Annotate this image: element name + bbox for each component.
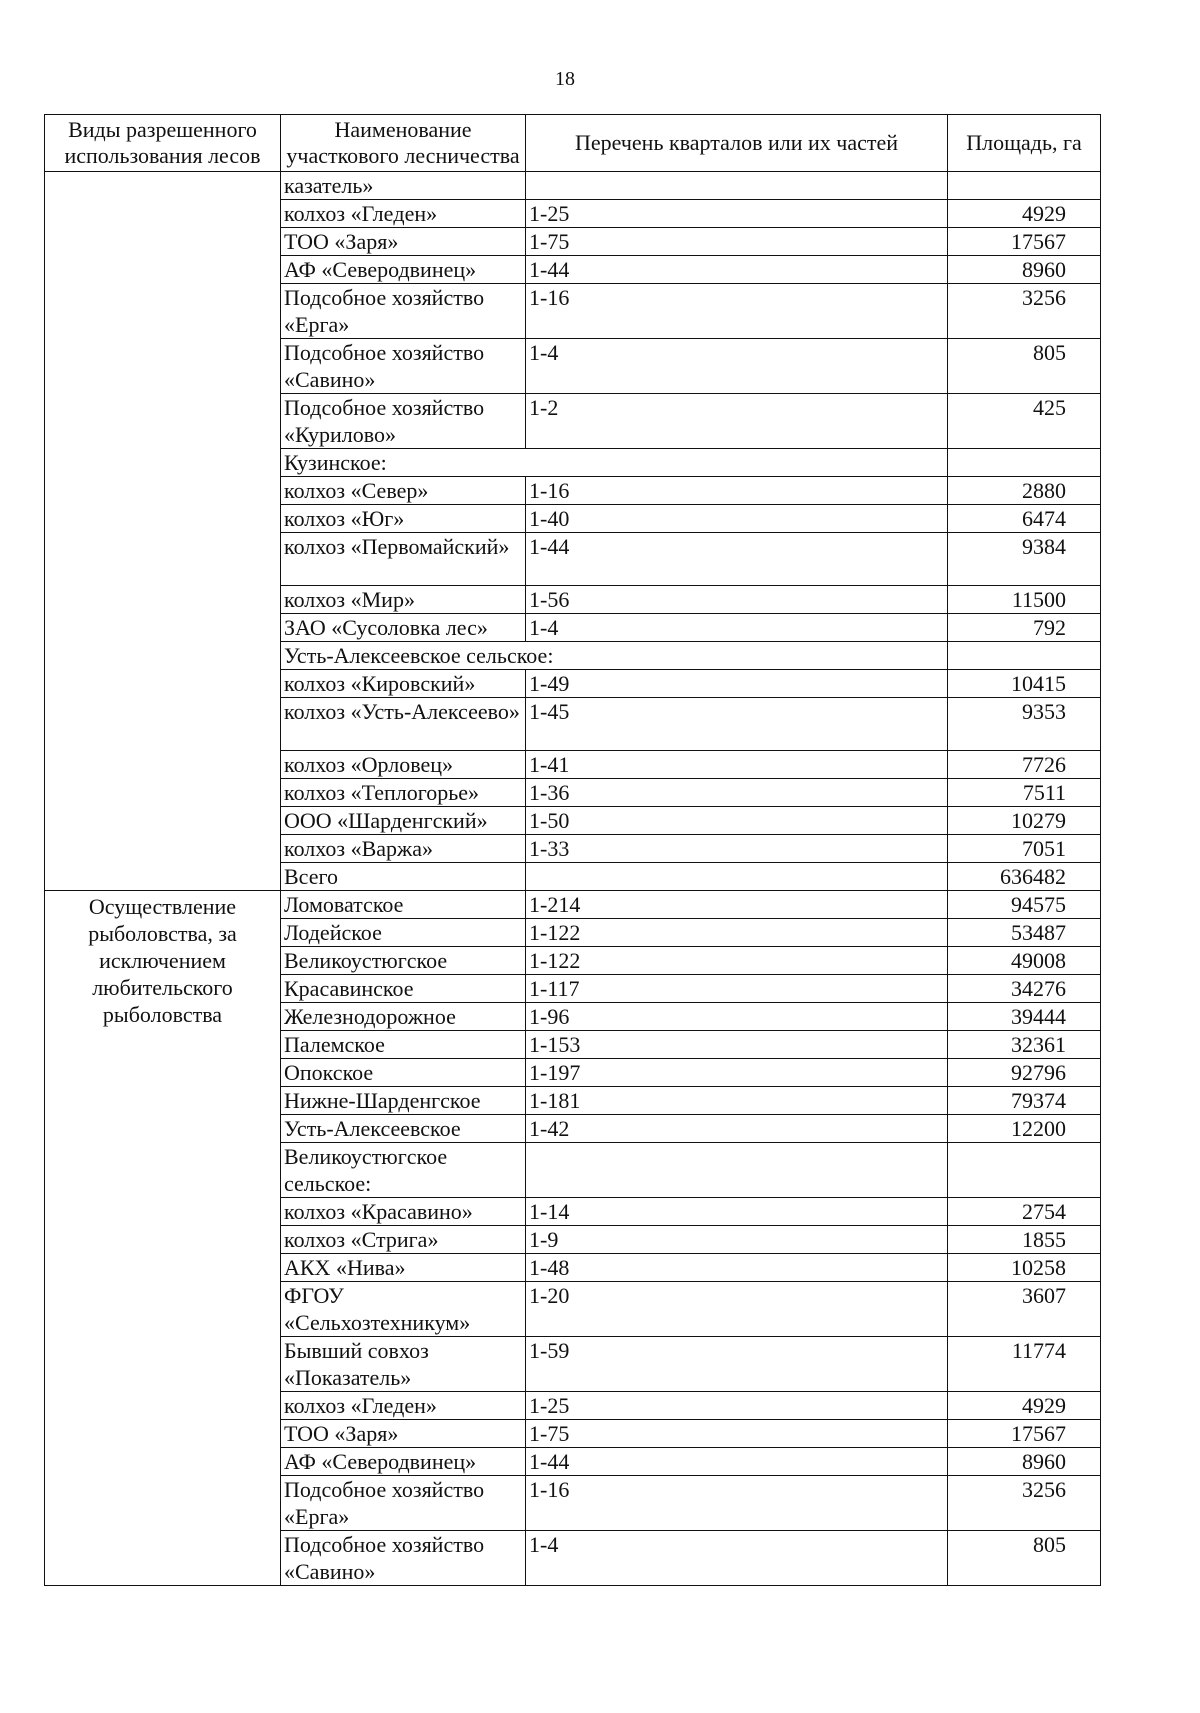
area-cell: 10415 [948, 670, 1101, 698]
forestry-name-cell: колхоз «Глeден» [281, 200, 526, 228]
area-cell: 2754 [948, 1198, 1101, 1226]
area-cell: 10258 [948, 1254, 1101, 1282]
forestry-name-cell: АФ «Северодвинец» [281, 256, 526, 284]
header-kind: Виды разрешенного использования лесов [45, 115, 281, 172]
area-cell: 3607 [948, 1282, 1101, 1337]
area-cell: 792 [948, 614, 1101, 642]
forestry-name-cell: Бывший совхоз «Показатель» [281, 1337, 526, 1392]
quarters-cell: 1-75 [526, 1420, 948, 1448]
forestry-name-cell: колхоз «Усть-Алексеево» [281, 698, 526, 751]
quarters-cell [526, 1143, 948, 1198]
area-cell: 8960 [948, 256, 1101, 284]
forestry-name-cell: Лодейское [281, 919, 526, 947]
area-cell: 4929 [948, 200, 1101, 228]
forestry-name-cell: колхоз «Мир» [281, 586, 526, 614]
quarters-cell: 1-59 [526, 1337, 948, 1392]
quarters-cell: 1-117 [526, 975, 948, 1003]
area-cell [948, 642, 1101, 670]
forestry-name-cell: Усть-Алексеевское [281, 1115, 526, 1143]
table-header-row [45, 115, 1101, 172]
quarters-cell: 1-45 [526, 698, 948, 751]
quarters-cell: 1-14 [526, 1198, 948, 1226]
forestry-name-cell: колхоз «Первомайский» [281, 533, 526, 586]
area-cell: 11774 [948, 1337, 1101, 1392]
forestry-name-cell: колхоз «Варжа» [281, 835, 526, 863]
quarters-cell: 1-25 [526, 200, 948, 228]
area-cell: 79374 [948, 1087, 1101, 1115]
header-area: Площадь, га [948, 115, 1101, 172]
forestry-name-cell: Подсобное хозяйство «Савино» [281, 1531, 526, 1586]
forestry-name-cell: АКХ «Нива» [281, 1254, 526, 1282]
area-cell: 32361 [948, 1031, 1101, 1059]
quarters-cell: 1-153 [526, 1031, 948, 1059]
quarters-cell: 1-42 [526, 1115, 948, 1143]
forestry-name-cell: Великоустюгское сельское: [281, 1143, 526, 1198]
quarters-cell: 1-20 [526, 1282, 948, 1337]
table-row [45, 172, 1101, 200]
forestry-name-cell: Ломоватское [281, 891, 526, 919]
table-row [45, 891, 1101, 919]
quarters-cell: 1-4 [526, 339, 948, 394]
forestry-name-cell: Всего [281, 863, 526, 891]
quarters-cell: 1-33 [526, 835, 948, 863]
area-cell: 805 [948, 339, 1101, 394]
quarters-cell: 1-4 [526, 1531, 948, 1586]
area-cell: 17567 [948, 1420, 1101, 1448]
header-name: Наименование участкового лесничества [281, 115, 526, 172]
quarters-cell: 1-48 [526, 1254, 948, 1282]
area-cell: 425 [948, 394, 1101, 449]
quarters-cell: 1-197 [526, 1059, 948, 1087]
area-cell: 9353 [948, 698, 1101, 751]
forestry-name-cell: колхоз «Красавино» [281, 1198, 526, 1226]
quarters-cell: 1-181 [526, 1087, 948, 1115]
area-cell: 39444 [948, 1003, 1101, 1031]
forestry-name-cell: Палемское [281, 1031, 526, 1059]
area-cell: 17567 [948, 228, 1101, 256]
quarters-cell: 1-41 [526, 751, 948, 779]
quarters-cell: 1-40 [526, 505, 948, 533]
quarters-cell: 1-25 [526, 1392, 948, 1420]
forestry-name-cell: колхоз «Юг» [281, 505, 526, 533]
area-cell: 94575 [948, 891, 1101, 919]
area-cell: 49008 [948, 947, 1101, 975]
forestry-name-cell: Подсобное хозяйство «Курилово» [281, 394, 526, 449]
quarters-cell: 1-36 [526, 779, 948, 807]
use-kind-cell [45, 172, 281, 891]
area-cell: 6474 [948, 505, 1101, 533]
area-cell: 636482 [948, 863, 1101, 891]
quarters-cell: 1-16 [526, 284, 948, 339]
area-cell: 805 [948, 1531, 1101, 1586]
area-cell [948, 172, 1101, 200]
quarters-cell: 1-122 [526, 919, 948, 947]
quarters-cell: 1-16 [526, 477, 948, 505]
forestry-name-cell: Усть-Алексеевское сельское: [281, 642, 948, 670]
forestry-name-cell: Нижне-Шарденгское [281, 1087, 526, 1115]
forest-use-table [44, 114, 1101, 1586]
area-cell: 9384 [948, 533, 1101, 586]
area-cell: 34276 [948, 975, 1101, 1003]
area-cell: 92796 [948, 1059, 1101, 1087]
area-cell: 1855 [948, 1226, 1101, 1254]
forestry-name-cell: Кузинское: [281, 449, 948, 477]
quarters-cell: 1-9 [526, 1226, 948, 1254]
area-cell: 10279 [948, 807, 1101, 835]
forestry-name-cell: колхоз «Теплогорье» [281, 779, 526, 807]
quarters-cell: 1-44 [526, 1448, 948, 1476]
forestry-name-cell: колхоз «Север» [281, 477, 526, 505]
quarters-cell: 1-44 [526, 256, 948, 284]
table-body [45, 172, 1101, 1586]
quarters-cell: 1-2 [526, 394, 948, 449]
quarters-cell [526, 172, 948, 200]
forestry-name-cell: Подсобное хозяйство «Савино» [281, 339, 526, 394]
quarters-cell: 1-214 [526, 891, 948, 919]
forestry-name-cell: казатель» [281, 172, 526, 200]
area-cell: 53487 [948, 919, 1101, 947]
quarters-cell: 1-122 [526, 947, 948, 975]
forestry-name-cell: ТОО «Заря» [281, 1420, 526, 1448]
forestry-name-cell: ЗАО «Сусоловка лес» [281, 614, 526, 642]
forestry-name-cell: колхоз «Кировский» [281, 670, 526, 698]
quarters-cell: 1-96 [526, 1003, 948, 1031]
quarters-cell: 1-50 [526, 807, 948, 835]
area-cell: 2880 [948, 477, 1101, 505]
area-cell: 3256 [948, 1476, 1101, 1531]
forestry-name-cell: ООО «Шарденгский» [281, 807, 526, 835]
area-cell: 12200 [948, 1115, 1101, 1143]
forestry-name-cell: Подсобное хозяйство «Ерга» [281, 1476, 526, 1531]
area-cell: 7051 [948, 835, 1101, 863]
area-cell [948, 449, 1101, 477]
area-cell [948, 1143, 1101, 1198]
forestry-name-cell: Подсобное хозяйство «Ерга» [281, 284, 526, 339]
header-quarters: Перечень кварталов или их частей [526, 115, 948, 172]
quarters-cell: 1-56 [526, 586, 948, 614]
page-number: 18 [555, 68, 575, 90]
forestry-name-cell: Великоустюгское [281, 947, 526, 975]
area-cell: 3256 [948, 284, 1101, 339]
forestry-name-cell: Железнодорожное [281, 1003, 526, 1031]
area-cell: 11500 [948, 586, 1101, 614]
forestry-name-cell: ФГОУ «Сельхозтехникум» [281, 1282, 526, 1337]
quarters-cell [526, 863, 948, 891]
area-cell: 8960 [948, 1448, 1101, 1476]
forestry-name-cell: Опокское [281, 1059, 526, 1087]
quarters-cell: 1-4 [526, 614, 948, 642]
quarters-cell: 1-49 [526, 670, 948, 698]
quarters-cell: 1-44 [526, 533, 948, 586]
area-cell: 7726 [948, 751, 1101, 779]
use-kind-cell: Осуществление рыболовства, за исключением любительского рыболовства [45, 891, 281, 1586]
quarters-cell: 1-16 [526, 1476, 948, 1531]
area-cell: 4929 [948, 1392, 1101, 1420]
forestry-name-cell: колхоз «Стрига» [281, 1226, 526, 1254]
forestry-name-cell: ТОО «Заря» [281, 228, 526, 256]
quarters-cell: 1-75 [526, 228, 948, 256]
forestry-name-cell: АФ «Северодвинец» [281, 1448, 526, 1476]
forestry-name-cell: колхоз «Орловец» [281, 751, 526, 779]
forestry-name-cell: Красавинское [281, 975, 526, 1003]
area-cell: 7511 [948, 779, 1101, 807]
forestry-name-cell: колхоз «Гледен» [281, 1392, 526, 1420]
